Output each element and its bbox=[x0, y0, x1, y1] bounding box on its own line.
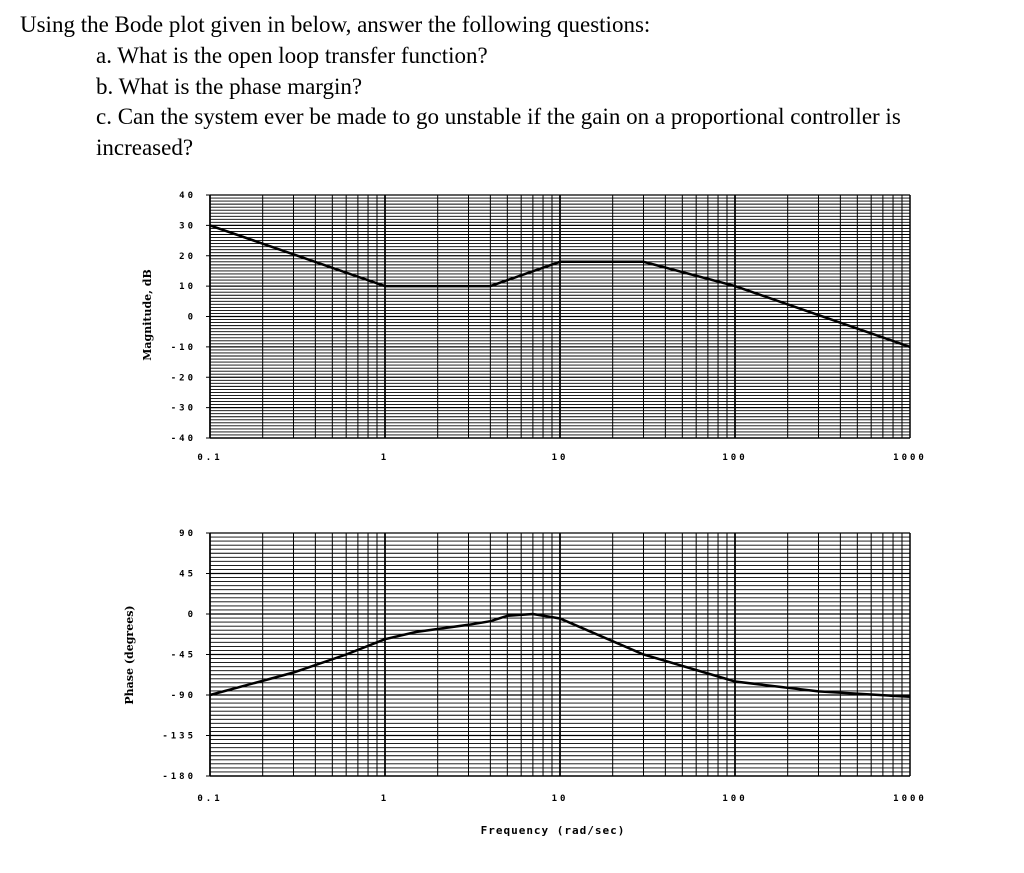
phase-y-axis-label: Phase (degrees) bbox=[123, 605, 136, 705]
magnitude-y-tick-label: -40 bbox=[170, 434, 196, 444]
phase-x-tick-label: 0.1 bbox=[197, 794, 223, 804]
phase-y-tick-label: 45 bbox=[179, 569, 196, 580]
magnitude-y-tick-label: 10 bbox=[179, 282, 196, 293]
phase-x-tick-label: 10 bbox=[551, 794, 569, 804]
magnitude-y-tick-label: -20 bbox=[170, 373, 196, 384]
phase-x-ticks bbox=[197, 794, 926, 804]
phase-y-ticks bbox=[162, 529, 210, 782]
magnitude-y-tick-label: -30 bbox=[170, 403, 196, 414]
question-item-b: b. What is the phase margin? bbox=[96, 73, 363, 99]
phase-x-tick-label: 1 bbox=[380, 794, 390, 804]
magnitude-grid bbox=[210, 195, 910, 438]
magnitude-x-tick-label: 10 bbox=[551, 453, 569, 463]
magnitude-y-tick-label: 0 bbox=[187, 312, 196, 323]
magnitude-y-ticks bbox=[171, 191, 210, 444]
phase-y-tick-label: -90 bbox=[170, 691, 196, 701]
magnitude-x-tick-label: 0.1 bbox=[197, 453, 223, 463]
phase-y-tick-label: -135 bbox=[162, 731, 196, 742]
magnitude-y-tick-label: 30 bbox=[179, 221, 196, 232]
phase-grid bbox=[210, 533, 910, 776]
phase-y-tick-label: 0 bbox=[187, 610, 196, 620]
question-item-a: a. What is the open loop transfer function? bbox=[96, 43, 488, 68]
phase-x-axis-label: Frequency (rad/sec) bbox=[480, 824, 626, 837]
magnitude-y-axis-label: Magnitude, dB bbox=[141, 269, 154, 361]
phase-y-tick-label: 90 bbox=[179, 529, 196, 539]
question-intro: Using the Bode plot given in below, answer the following questions: bbox=[20, 12, 651, 37]
phase-y-tick-label: -45 bbox=[170, 650, 196, 661]
magnitude-x-tick-label: 1000 bbox=[893, 453, 927, 463]
magnitude-x-ticks bbox=[197, 453, 926, 463]
phase-y-tick-label: -180 bbox=[162, 772, 196, 782]
magnitude-x-tick-label: 1 bbox=[380, 453, 390, 463]
question-item-c-cont: increased? bbox=[96, 134, 194, 160]
magnitude-y-tick-label: 40 bbox=[179, 191, 196, 201]
magnitude-x-tick-label: 100 bbox=[722, 453, 748, 463]
phase-x-tick-label: 1000 bbox=[893, 794, 927, 804]
magnitude-y-tick-label: -10 bbox=[170, 342, 196, 353]
question-item-c: c. Can the system ever be made to go unstable if the gain on a proportional controller is bbox=[96, 104, 901, 129]
phase-x-tick-label: 100 bbox=[722, 794, 748, 804]
magnitude-y-tick-label: 20 bbox=[179, 251, 196, 262]
